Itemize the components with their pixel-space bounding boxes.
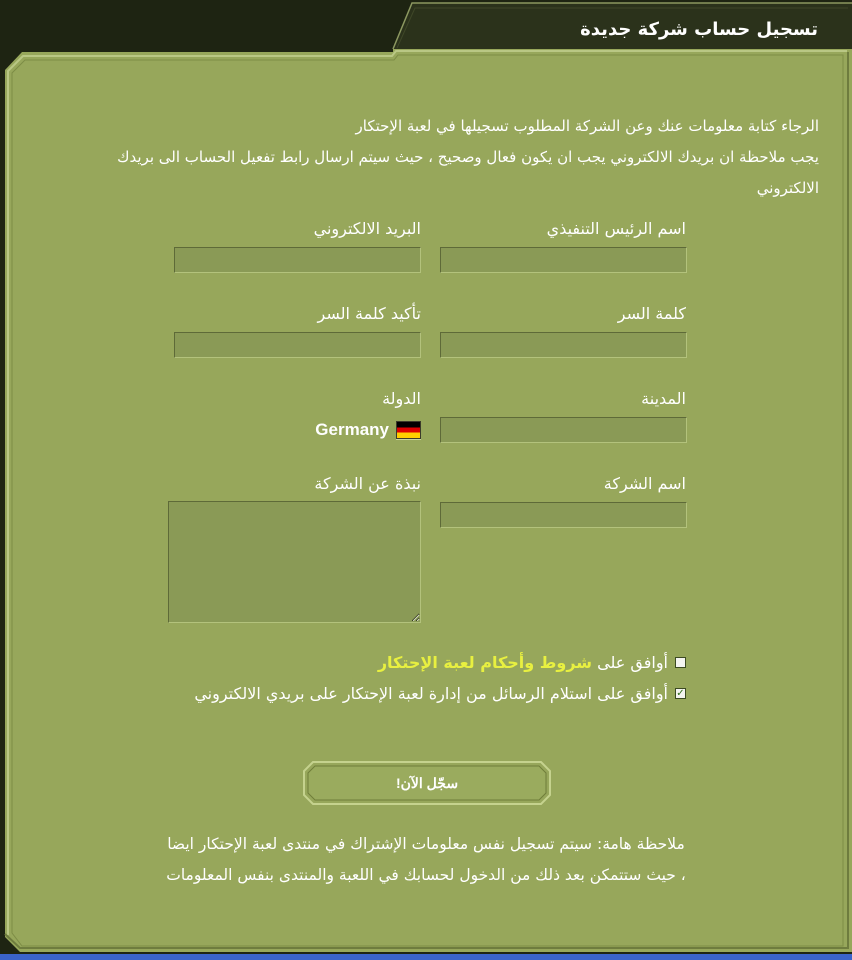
- terms-prefix: أوافق على: [597, 653, 668, 672]
- newsletter-label: أوافق على استلام الرسائل من إدارة لعبة الإحتكار على بريدي الالكتروني: [194, 684, 668, 703]
- email-label: البريد الالكتروني: [313, 219, 421, 238]
- page-title: تسجيل حساب شركة جديدة: [580, 19, 818, 40]
- register-now-label: سجّل الآن!: [395, 774, 459, 791]
- register-now-button[interactable]: [303, 761, 551, 805]
- password-input[interactable]: [440, 332, 687, 358]
- ceo-name-input[interactable]: [440, 247, 687, 273]
- password-confirm-label: تأكيد كلمة السر: [317, 304, 421, 323]
- germany-flag-icon: [396, 421, 421, 439]
- newsletter-checkbox[interactable]: ✓: [676, 688, 685, 699]
- newsletter-agreement: [166, 678, 686, 709]
- company-about-label: نبذة عن الشركة: [314, 474, 421, 493]
- country-label: الدولة: [382, 389, 421, 408]
- intro-text: [79, 111, 819, 204]
- terms-link[interactable]: شروط وأحكام لعبة الإحتكار: [377, 653, 593, 672]
- password-label: كلمة السر: [617, 304, 686, 323]
- ceo-name-label: اسم الرئيس التنفيذي: [546, 219, 686, 238]
- city-label: المدينة: [641, 389, 686, 408]
- country-selector[interactable]: [315, 420, 421, 440]
- city-input[interactable]: [440, 417, 687, 443]
- country-value: Germany: [315, 420, 389, 439]
- taskbar-edge: [0, 954, 852, 960]
- password-confirm-input[interactable]: [174, 332, 421, 358]
- intro-line-2: يجب ملاحظة ان بريدك الالكتروني يجب ان يكون فعال وصحيح ، حيث سيتم ارسال رابط تفعيل الحساب الى بريدك الالكتروني: [117, 148, 819, 197]
- intro-line-1: الرجاء كتابة معلومات عنك وعن الشركة المطلوب تسجيلها في لعبة الإحتكار: [355, 117, 819, 135]
- company-name-label: اسم الشركة: [603, 474, 686, 493]
- important-note: ملاحظة هامة: سيتم تسجيل نفس معلومات الإشتراك في منتدى لعبة الإحتكار ايضا ، حيث ستتمكن بعد ذلك من الدخول لحسابك في اللعبة والمنتدى بنفس المعلومات: [166, 835, 686, 884]
- terms-agreement: [378, 647, 686, 678]
- company-about-textarea[interactable]: [168, 501, 421, 623]
- company-name-input[interactable]: [440, 502, 687, 528]
- terms-checkbox[interactable]: [675, 657, 686, 668]
- email-input[interactable]: [174, 247, 421, 273]
